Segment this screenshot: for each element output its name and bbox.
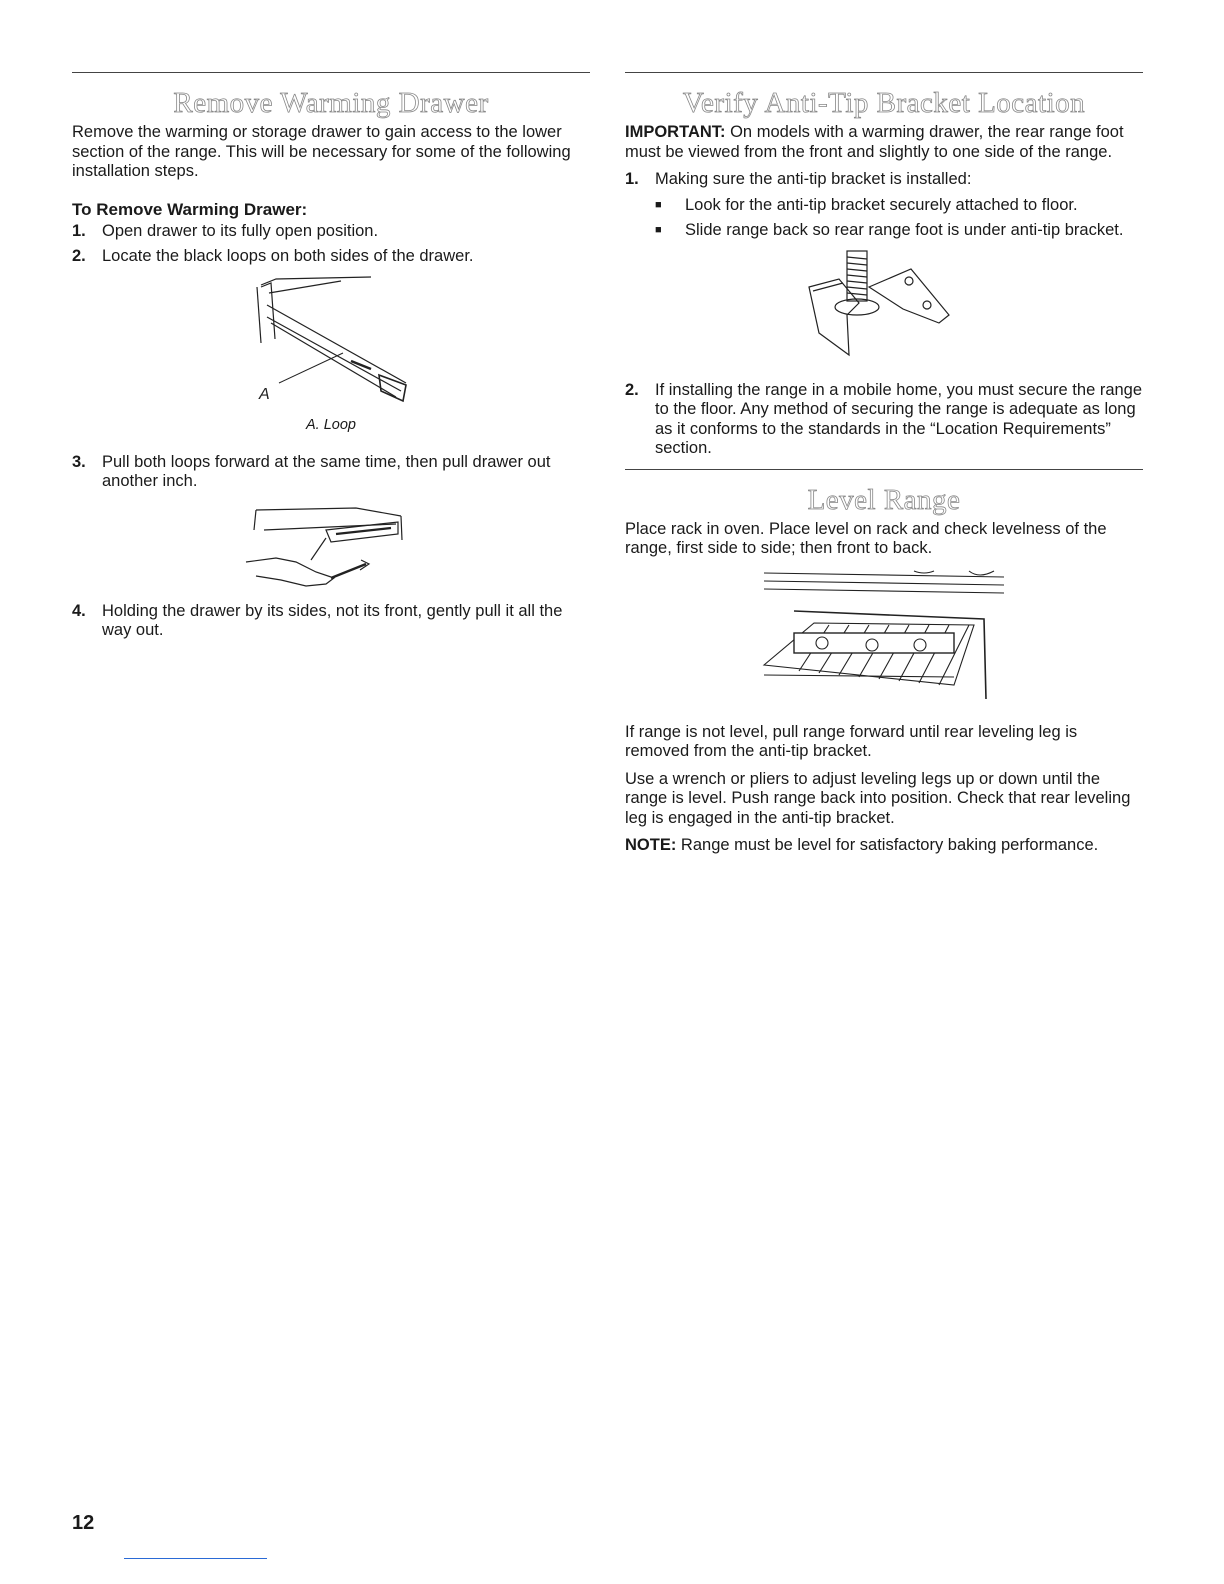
important-text: On models with a warming drawer, the rear range foot must be viewed from the front and slightly to one side of the range. — [625, 123, 1124, 161]
step-text: Making sure the anti-tip bracket is installed: — [655, 170, 972, 188]
section-title-remove-warming-drawer: Remove Warming Drawer — [173, 87, 489, 119]
section-rule — [625, 469, 1143, 470]
page-number: 12 — [72, 1512, 95, 1534]
note-paragraph — [625, 836, 1143, 856]
level-paragraph-1: If range is not level, pull range forward until rear leveling leg is removed from the anti-tip bracket. — [625, 722, 1078, 760]
bullet-item — [655, 196, 1143, 216]
bullet-text: Look for the anti-tip bracket securely attached to floor. — [685, 195, 1078, 214]
step-number: 3. — [72, 452, 86, 471]
anti-tip-bracket-illustration — [799, 247, 969, 367]
right-column — [625, 72, 1143, 864]
step-number: 2. — [625, 380, 639, 399]
subheading: To Remove Warming Drawer: — [72, 199, 308, 219]
bullet-square-icon: ■ — [655, 224, 662, 236]
step-text: If installing the range in a mobile home, you must secure the range to the floor. Any method of securing the range is adequate as long as it conforms to the standards in the “Location Requirements” section. — [655, 380, 1143, 457]
step-item — [72, 453, 590, 492]
footer-line — [124, 1558, 267, 1559]
note-text: Range must be level for satisfactory baking performance. — [676, 836, 1099, 854]
note-label: NOTE: — [625, 836, 677, 854]
figure-label: A — [259, 385, 270, 403]
level-intro: Place rack in oven. Place level on rack and check levelness of the range, first side to side; then front to back. — [625, 519, 1107, 557]
intro-paragraph: Remove the warming or storage drawer to gain access to the lower section of the range. This will be necessary for some of the following installation steps. — [72, 123, 571, 180]
step-text: Holding the drawer by its sides, not its front, gently pull it all the way out. — [102, 601, 563, 639]
drawer-loop-illustration — [231, 273, 431, 413]
figure-caption: A. Loop — [306, 416, 356, 433]
step-item — [72, 222, 590, 242]
section-rule — [72, 72, 590, 73]
section-title-verify-anti-tip: Verify Anti-Tip Bracket Location — [682, 87, 1086, 119]
step-item — [72, 602, 590, 641]
step-item — [72, 247, 590, 267]
bullet-text: Slide range back so rear range foot is under anti-tip bracket. — [685, 221, 1124, 239]
step-text: Locate the black loops on both sides of the drawer. — [102, 247, 474, 265]
important-paragraph — [625, 123, 1143, 162]
step-number: 1. — [625, 170, 639, 188]
important-label: IMPORTANT: — [625, 123, 726, 141]
step-number: 2. — [72, 247, 86, 265]
left-column — [72, 72, 590, 647]
section-rule — [625, 72, 1143, 73]
bullet-square-icon: ■ — [655, 198, 662, 211]
level-on-rack-illustration — [754, 567, 1014, 707]
step-number: 4. — [72, 601, 86, 620]
step-number: 1. — [72, 221, 86, 240]
step-text: Pull both loops forward at the same time, then pull drawer out another inch. — [102, 452, 551, 490]
level-paragraph-2: Use a wrench or pliers to adjust leveling legs up or down until the range is level. Push range back into position. Check that rear leveling leg is engaged in the anti-tip bracket. — [625, 769, 1131, 827]
section-title-level-range: Level Range — [807, 483, 961, 516]
pull-loops-illustration — [236, 500, 426, 590]
bullet-item — [655, 221, 1143, 241]
step-item — [625, 170, 1143, 190]
step-item — [625, 381, 1143, 459]
step-text: Open drawer to its fully open position. — [102, 221, 379, 240]
